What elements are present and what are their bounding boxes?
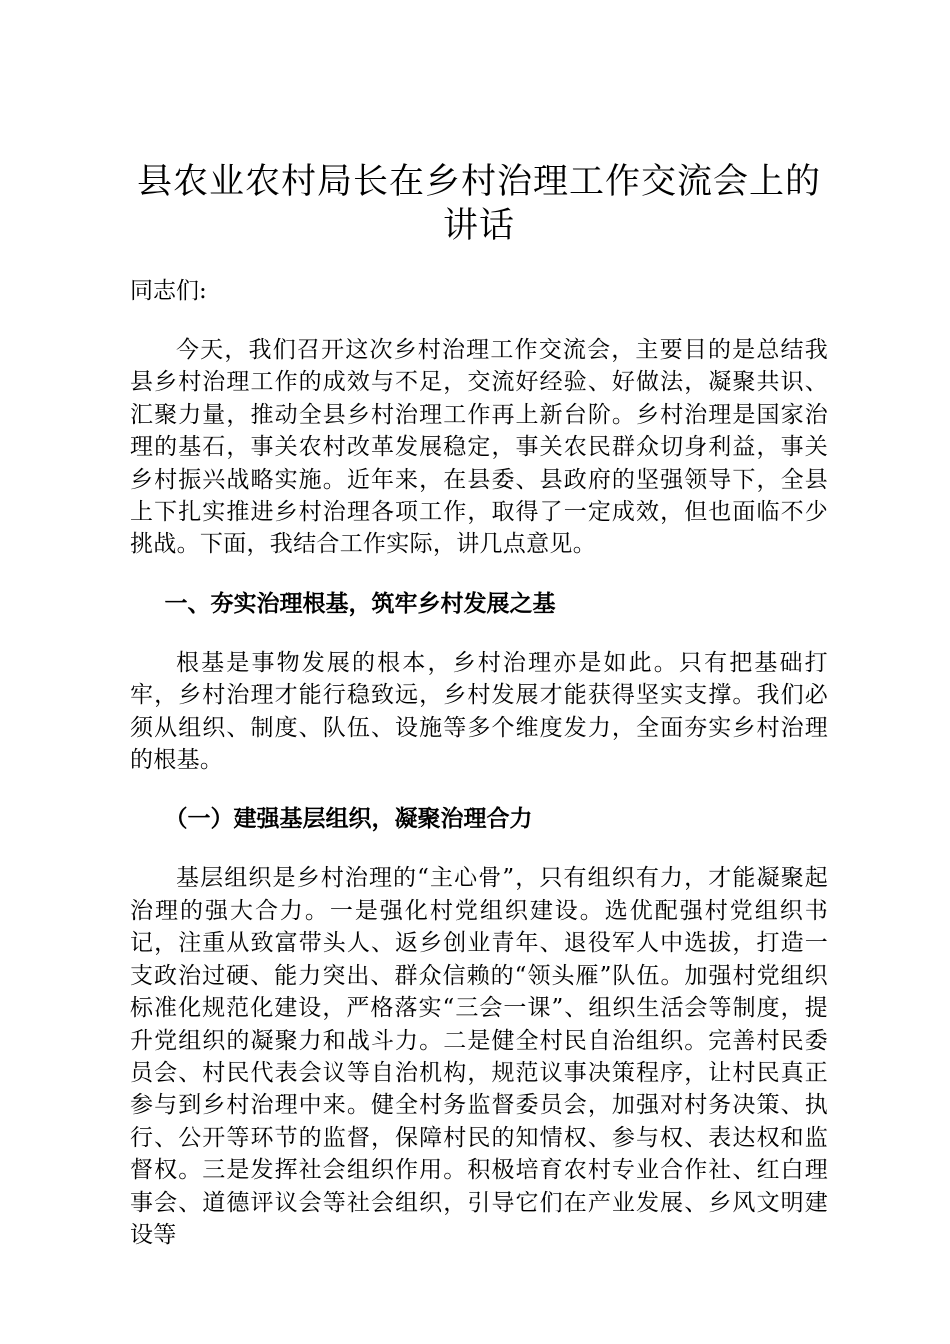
section-1-paragraph: 根基是事物发展的根本，乡村治理亦是如此。只有把基础打牢，乡村治理才能行稳致远，乡村发展才能获得坚实支撑。我们必须从组织、制度、队伍、设施等多个维度发力，全面夯实乡村治理的根基。 [130,649,828,774]
section-1-heading: 一、夯实治理根基，筑牢乡村发展之基 [164,590,556,617]
greeting: 同志们: [130,278,207,304]
subsection-1-heading: （一）建强基层组织，凝聚治理合力 [164,806,533,833]
subsection-1-paragraph: 基层组织是乡村治理的“主心骨”，只有组织有力，才能凝聚起治理的强大合力。一是强化村党组织建设。选优配强村党组织书记，注重从致富带头人、返乡创业青年、退役军人中选拔，打造一支政治过硬、能力突出、群众信赖的“领头雁”队伍。加强村党组织标准化规范化建设，严格落实“三会一课”、组织生活会等制度，提升党组织的凝聚力和战斗力。二是健全村民自治组织。完善村民委员会、村民代表会议等自治机构，规范议事决策程序，让村民真正参与到乡村治理中来。健全村务监督委员会，加强对村务决策、执行、公开等环节的监督，保障村民的知情权、参与权、表达权和监督权。三是发挥社会组织作用。积极培育农村专业合作社、红白理事会、道德评议会等社会组织，引导它们在产业发展、乡风文明建设等 [130,865,828,1248]
document-body [130,160,828,1251]
document-title: 县农业农村局长在乡村治理工作交流会上的讲话 [136,162,821,246]
intro-paragraph: 今天，我们召开这次乡村治理工作交流会，主要目的是总结我县乡村治理工作的成效与不足，交流好经验、好做法，凝聚共识、汇聚力量，推动全县乡村治理工作再上新台阶。乡村治理是国家治理的基石，事关农村改革发展稳定，事关农民群众切身利益，事关乡村振兴战略实施。近年来，在县委、县政府的坚强领导下，全县上下扎实推进乡村治理各项工作，取得了一定成效，但也面临不少挑战。下面，我结合工作实际，讲几点意见。 [130,337,828,558]
